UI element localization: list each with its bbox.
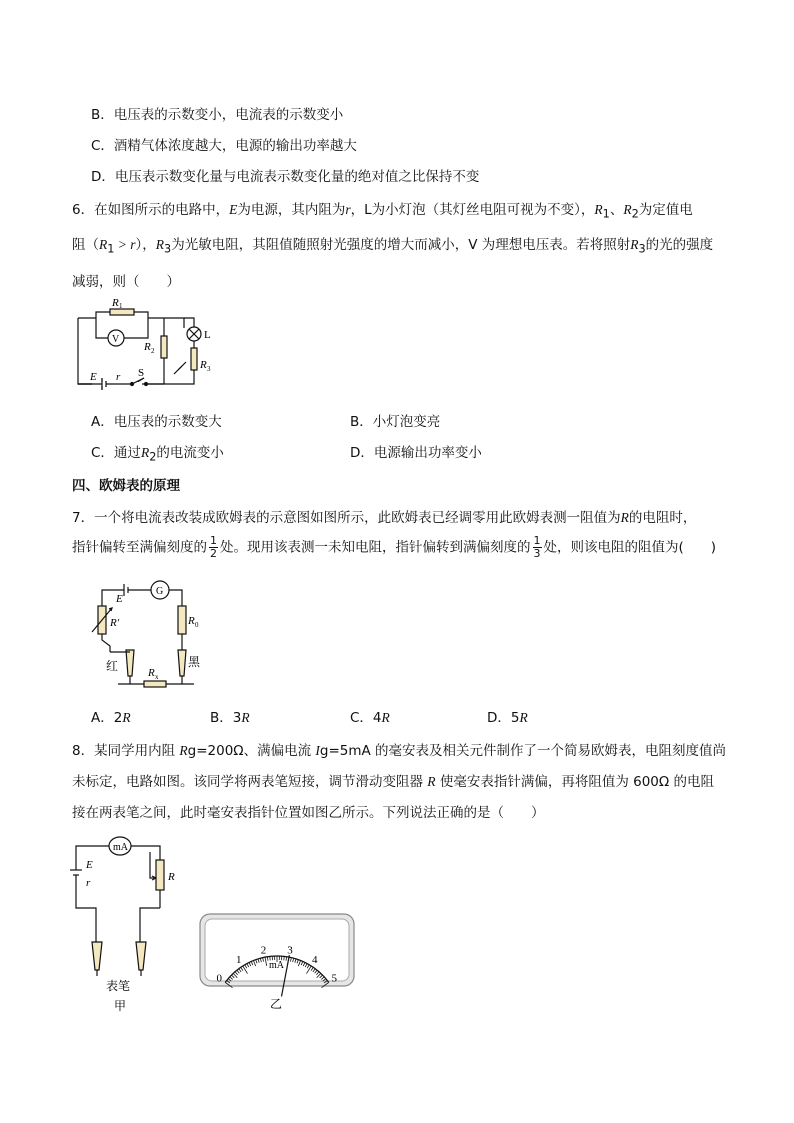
q7-fig-r0-label: R — [188, 615, 195, 627]
q8-meter-tick-label: 1 — [235, 954, 242, 967]
q6-stem-line3: 减弱，则（ ） — [72, 274, 180, 290]
q6-stem-line1: 6．在如图所示的电路中，E为电源，其内阻为r，L为小灯泡（其灯丝电阻可视为不变），$R_1$、$R_2$为定值电 — [72, 202, 693, 221]
q7-option-a: A．2R — [91, 710, 131, 726]
q5-option-d: D．电压表示数变化量与电流表示数变化量的绝对值之比保持不变 — [91, 169, 480, 185]
q5-option-c: C．酒精气体浓度越大，电源的输出功率越大 — [91, 138, 357, 154]
q6-fig-voltmeter-label: V — [112, 334, 120, 345]
q7-option-d: D．5R — [487, 710, 528, 726]
q6-stem-line2: 阻$(R_1 > r)$，$R_3$为光敏电阻，其阻值随照射光强度的增大而减小，V 为理想电压表。若将照射$R_3$的光的强度 — [72, 237, 714, 256]
q7-fig-galvanometer-label: G — [156, 586, 164, 597]
q6-option-d: D．电源输出功率变小 — [350, 445, 482, 461]
q7-fig-rprime-label: R′ — [110, 617, 120, 629]
q7-fig-rx-label: R — [148, 667, 155, 679]
q8-meter-tick-label: 3 — [287, 944, 293, 957]
q7-fig-r0-sub: 0 — [195, 621, 199, 629]
q7-fraction-half: $\frac{1}{2}$ — [210, 534, 217, 560]
q8-stem-line2: 未标定，电路如图。该同学将两表笔短接，调节滑动变阻器 R 使毫安表指针满偏，再将阻值为 600Ω 的电阻 — [72, 774, 715, 790]
q6-fig-e-label: E — [90, 371, 97, 383]
q6-fig-r-label: r — [116, 371, 121, 383]
q8-fig-e-label: E — [86, 859, 93, 871]
q7-option-b: B．3R — [210, 710, 250, 726]
q6-option-a: A．电压表的示数变大 — [91, 414, 222, 430]
q6-fig-r3-sub: 3 — [207, 365, 211, 373]
q6-fig-switch-label: S — [138, 367, 145, 379]
q8-fig-milliammeter-label: mA — [113, 842, 128, 853]
q8-fig-yi-caption: 乙 — [270, 997, 283, 1011]
q8-fig-r-label: r — [86, 877, 91, 889]
q7-fig-black-probe-label: 黑 — [188, 655, 201, 669]
q5-option-b: B．电压表的示数变小，电流表的示数变小 — [91, 107, 344, 123]
q8-meter-tick-label: 4 — [312, 954, 318, 967]
q6-option-b: B．小灯泡变亮 — [350, 414, 441, 430]
q6-option-c: C．通过$R_2$的电流变小 — [91, 445, 224, 464]
q6-circuit-diagram — [72, 292, 222, 392]
q6-fig-lamp-label: L — [204, 329, 211, 341]
section-heading: 四、欧姆表的原理 — [72, 478, 180, 494]
q8-stem-line3: 接在两表笔之间，此时毫安表指针位置如图乙所示。下列说法正确的是（ ） — [72, 805, 545, 821]
q7-stem-line2: 指针偏转至满偏刻度的 $\frac{1}{2}$ 处。现用该表测一未知电阻，指针偏转到满偏刻度的 $\frac{1}{3}$ 处，则该电阻的阻值为( ) — [72, 534, 717, 560]
q7-fig-e-label: E — [116, 593, 123, 605]
q7-stem-line1: 7．一个将电流表改装成欧姆表的示意图如图所示，此欧姆表已经调零用此欧姆表测一阻值为R的电阻时， — [72, 510, 697, 526]
q6-fig-r2-label: R — [144, 341, 151, 353]
q8-meter-tick-label: 2 — [260, 944, 267, 957]
q6-fig-r1-sub: 1 — [119, 302, 123, 310]
q7-option-c: C．4R — [350, 710, 390, 726]
q8-meter-unit: mA — [269, 960, 284, 971]
q8-figure-jia-circuit — [66, 830, 196, 1015]
q8-stem-line1: 8．某同学用内阻 Rg=200Ω、满偏电流 Ig=5mA 的毫安表及相关元件制作了一个简易欧姆表，电阻刻度值尚 — [72, 743, 727, 759]
q8-fig-rheostat-label: R — [168, 871, 175, 883]
q6-fig-r1-label: R — [112, 297, 119, 309]
q7-fraction-third: $\frac{1}{3}$ — [533, 534, 541, 560]
q8-meter-tick-label: 0 — [216, 972, 223, 985]
q7-fig-rx-sub: x — [155, 673, 159, 681]
q7-fig-red-probe-label: 红 — [106, 659, 119, 673]
q6-fig-r2-sub: 2 — [151, 347, 155, 355]
q7-ohmmeter-diagram — [88, 576, 208, 694]
q8-meter-tick-label: 5 — [331, 972, 337, 985]
q8-fig-probe-label: 表笔 — [106, 979, 131, 993]
q6-fig-r3-label: R — [200, 359, 207, 371]
q8-figure-yi-meter — [198, 912, 358, 1012]
q8-fig-jia-caption: 甲 — [114, 999, 127, 1013]
